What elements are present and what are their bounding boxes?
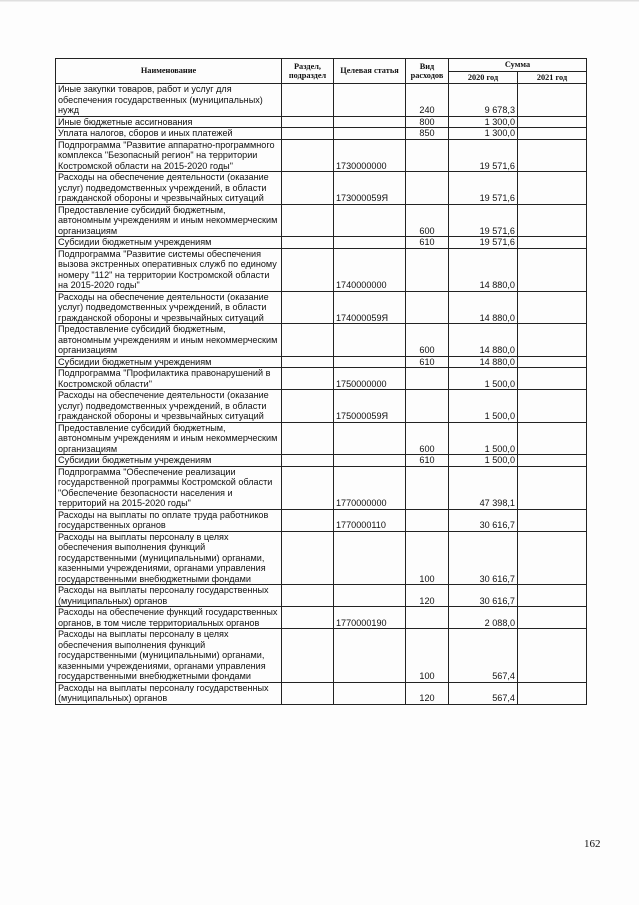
row-section xyxy=(282,128,334,140)
row-article xyxy=(334,629,406,683)
row-article xyxy=(334,422,406,455)
table-row xyxy=(56,629,587,683)
row-name: Расходы на выплаты по оплате труда работников государственных органов xyxy=(56,509,282,531)
header-section: Раздел, подраздел xyxy=(282,59,334,84)
row-sum-2021 xyxy=(518,390,587,423)
row-kind xyxy=(406,390,449,423)
row-sum-2021 xyxy=(518,172,587,205)
row-article: 1770000190 xyxy=(334,607,406,629)
row-name: Предоставление субсидий бюджетным, автономным учреждениям и иным некоммерческим организациям xyxy=(56,204,282,237)
row-name: Подпрограмма "Обеспечение реализации государственной программы Костромской области "Обеспечение безопасности населения и территорий на 2015-2020 годы" xyxy=(56,466,282,509)
row-sum-2020: 1 300,0 xyxy=(449,128,518,140)
row-article xyxy=(334,116,406,128)
table-row xyxy=(56,237,587,249)
row-sum-2020: 30 616,7 xyxy=(449,509,518,531)
table-row xyxy=(56,466,587,509)
row-sum-2021 xyxy=(518,237,587,249)
header-year-2021: 2021 год xyxy=(518,72,587,84)
scan-edge xyxy=(0,0,639,2)
row-section xyxy=(282,682,334,704)
row-name: Иные закупки товаров, работ и услуг для обеспечения государственных (муниципальных) нужд xyxy=(56,84,282,117)
row-article: 1730000000 xyxy=(334,139,406,172)
row-article: 1770000110 xyxy=(334,509,406,531)
row-name: Субсидии бюджетным учреждениям xyxy=(56,356,282,368)
row-name: Расходы на обеспечение деятельности (оказание услуг) подведомственных учреждений, в области гражданской обороны и чрезвычайных ситуаций xyxy=(56,172,282,205)
row-name: Расходы на выплаты персоналу в целях обеспечения выполнения функций государственными (муниципальными) органами, казенными учреждениями, органами управления государственными внебюджетными фондами xyxy=(56,531,282,585)
row-section xyxy=(282,84,334,117)
row-sum-2021 xyxy=(518,248,587,291)
row-sum-2020: 19 571,6 xyxy=(449,139,518,172)
row-name: Подпрограмма "Развитие аппаратно-программного комплекса "Безопасный регион" на территории Костромской области на 2015-2020 годы" xyxy=(56,139,282,172)
row-sum-2021 xyxy=(518,139,587,172)
row-sum-2020: 30 616,7 xyxy=(449,585,518,607)
table-row xyxy=(56,139,587,172)
row-kind: 600 xyxy=(406,204,449,237)
row-kind: 610 xyxy=(406,237,449,249)
row-section xyxy=(282,466,334,509)
table-row xyxy=(56,116,587,128)
row-article xyxy=(334,531,406,585)
row-sum-2020: 19 571,6 xyxy=(449,237,518,249)
row-kind xyxy=(406,139,449,172)
row-article: 1740000000 xyxy=(334,248,406,291)
budget-table xyxy=(55,58,587,705)
header-article: Целевая статья xyxy=(334,59,406,84)
row-sum-2021 xyxy=(518,84,587,117)
row-sum-2021 xyxy=(518,116,587,128)
row-name: Расходы на обеспечение функций государственных органов, в том числе территориальных органов xyxy=(56,607,282,629)
table-body xyxy=(56,84,587,705)
row-section xyxy=(282,585,334,607)
row-sum-2021 xyxy=(518,455,587,467)
row-article: 1770000000 xyxy=(334,466,406,509)
row-section xyxy=(282,248,334,291)
header-sum: Сумма xyxy=(449,59,587,72)
row-section xyxy=(282,291,334,324)
table-row xyxy=(56,248,587,291)
table-row xyxy=(56,324,587,357)
row-section xyxy=(282,237,334,249)
row-sum-2021 xyxy=(518,607,587,629)
row-sum-2021 xyxy=(518,629,587,683)
table-row xyxy=(56,356,587,368)
row-article xyxy=(334,682,406,704)
table-row xyxy=(56,390,587,423)
row-sum-2020: 1 500,0 xyxy=(449,390,518,423)
header-name: Наименование xyxy=(56,59,282,84)
row-kind: 800 xyxy=(406,116,449,128)
header-kind: Вид расходов xyxy=(406,59,449,84)
row-sum-2020: 1 500,0 xyxy=(449,422,518,455)
row-section xyxy=(282,204,334,237)
row-kind xyxy=(406,291,449,324)
row-sum-2020: 9 678,3 xyxy=(449,84,518,117)
row-kind: 100 xyxy=(406,531,449,585)
row-sum-2021 xyxy=(518,422,587,455)
row-sum-2021 xyxy=(518,368,587,390)
row-sum-2020: 14 880,0 xyxy=(449,291,518,324)
row-article xyxy=(334,204,406,237)
row-kind: 610 xyxy=(406,356,449,368)
header-year-2020: 2020 год xyxy=(449,72,518,84)
table-row xyxy=(56,368,587,390)
row-sum-2021 xyxy=(518,204,587,237)
row-kind xyxy=(406,509,449,531)
row-name: Расходы на выплаты персоналу государственных (муниципальных) органов xyxy=(56,682,282,704)
row-article xyxy=(334,455,406,467)
table-row xyxy=(56,531,587,585)
row-section xyxy=(282,356,334,368)
row-kind: 100 xyxy=(406,629,449,683)
row-article: 1750000000 xyxy=(334,368,406,390)
row-section xyxy=(282,390,334,423)
table-row xyxy=(56,682,587,704)
row-sum-2021 xyxy=(518,585,587,607)
row-name: Расходы на выплаты персоналу в целях обеспечения выполнения функций государственными (муниципальными) органами, казенными учреждениями, органами управления государственными внебюджетными фондами xyxy=(56,629,282,683)
row-kind xyxy=(406,607,449,629)
row-article xyxy=(334,128,406,140)
row-section xyxy=(282,172,334,205)
row-sum-2020: 14 880,0 xyxy=(449,324,518,357)
row-sum-2020: 19 571,6 xyxy=(449,204,518,237)
table-header xyxy=(56,59,587,84)
row-section xyxy=(282,422,334,455)
row-kind: 600 xyxy=(406,422,449,455)
row-name: Подпрограмма "Развитие системы обеспечения вызова экстренных оперативных служб по единому номеру "112" на территории Костромской области на 2015-2020 годы" xyxy=(56,248,282,291)
row-name: Предоставление субсидий бюджетным, автономным учреждениям и иным некоммерческим организациям xyxy=(56,422,282,455)
table-row xyxy=(56,585,587,607)
row-name: Расходы на выплаты персоналу государственных (муниципальных) органов xyxy=(56,585,282,607)
row-kind: 610 xyxy=(406,455,449,467)
row-article xyxy=(334,237,406,249)
row-name: Уплата налогов, сборов и иных платежей xyxy=(56,128,282,140)
row-sum-2020: 30 616,7 xyxy=(449,531,518,585)
row-name: Субсидии бюджетным учреждениям xyxy=(56,237,282,249)
row-sum-2020: 14 880,0 xyxy=(449,356,518,368)
row-article: 173000059Я xyxy=(334,172,406,205)
row-kind: 120 xyxy=(406,682,449,704)
table-row xyxy=(56,84,587,117)
row-section xyxy=(282,368,334,390)
row-article: 174000059Я xyxy=(334,291,406,324)
row-section xyxy=(282,629,334,683)
row-name: Расходы на обеспечение деятельности (оказание услуг) подведомственных учреждений, в области гражданской обороны и чрезвычайных ситуаций xyxy=(56,390,282,423)
row-sum-2021 xyxy=(518,291,587,324)
row-sum-2020: 567,4 xyxy=(449,629,518,683)
row-sum-2021 xyxy=(518,509,587,531)
row-kind xyxy=(406,368,449,390)
row-name: Субсидии бюджетным учреждениям xyxy=(56,455,282,467)
table-row xyxy=(56,607,587,629)
row-kind xyxy=(406,172,449,205)
row-article xyxy=(334,324,406,357)
row-kind xyxy=(406,466,449,509)
table-row xyxy=(56,204,587,237)
row-section xyxy=(282,531,334,585)
table-row xyxy=(56,128,587,140)
table-row xyxy=(56,422,587,455)
row-article xyxy=(334,84,406,117)
row-sum-2020: 2 088,0 xyxy=(449,607,518,629)
row-sum-2020: 1 500,0 xyxy=(449,455,518,467)
row-kind: 120 xyxy=(406,585,449,607)
table-row xyxy=(56,291,587,324)
row-sum-2021 xyxy=(518,531,587,585)
table-row xyxy=(56,509,587,531)
row-name: Иные бюджетные ассигнования xyxy=(56,116,282,128)
row-sum-2020: 19 571,6 xyxy=(449,172,518,205)
row-section xyxy=(282,116,334,128)
row-article: 175000059Я xyxy=(334,390,406,423)
row-kind: 850 xyxy=(406,128,449,140)
row-section xyxy=(282,509,334,531)
row-section xyxy=(282,455,334,467)
row-section xyxy=(282,324,334,357)
table-row xyxy=(56,455,587,467)
row-sum-2020: 567,4 xyxy=(449,682,518,704)
row-sum-2020: 47 398,1 xyxy=(449,466,518,509)
page-number: 162 xyxy=(584,838,601,850)
row-kind: 600 xyxy=(406,324,449,357)
row-name: Предоставление субсидий бюджетным, автономным учреждениям и иным некоммерческим организациям xyxy=(56,324,282,357)
row-sum-2021 xyxy=(518,466,587,509)
row-name: Расходы на обеспечение деятельности (оказание услуг) подведомственных учреждений, в области гражданской обороны и чрезвычайных ситуаций xyxy=(56,291,282,324)
row-sum-2021 xyxy=(518,356,587,368)
row-name: Подпрограмма "Профилактика правонарушений в Костромской области" xyxy=(56,368,282,390)
row-kind: 240 xyxy=(406,84,449,117)
row-section xyxy=(282,607,334,629)
row-sum-2021 xyxy=(518,324,587,357)
row-article xyxy=(334,356,406,368)
row-sum-2020: 1 500,0 xyxy=(449,368,518,390)
row-section xyxy=(282,139,334,172)
row-sum-2020: 14 880,0 xyxy=(449,248,518,291)
row-sum-2021 xyxy=(518,128,587,140)
row-sum-2020: 1 300,0 xyxy=(449,116,518,128)
row-article xyxy=(334,585,406,607)
row-sum-2021 xyxy=(518,682,587,704)
table-row xyxy=(56,172,587,205)
row-kind xyxy=(406,248,449,291)
